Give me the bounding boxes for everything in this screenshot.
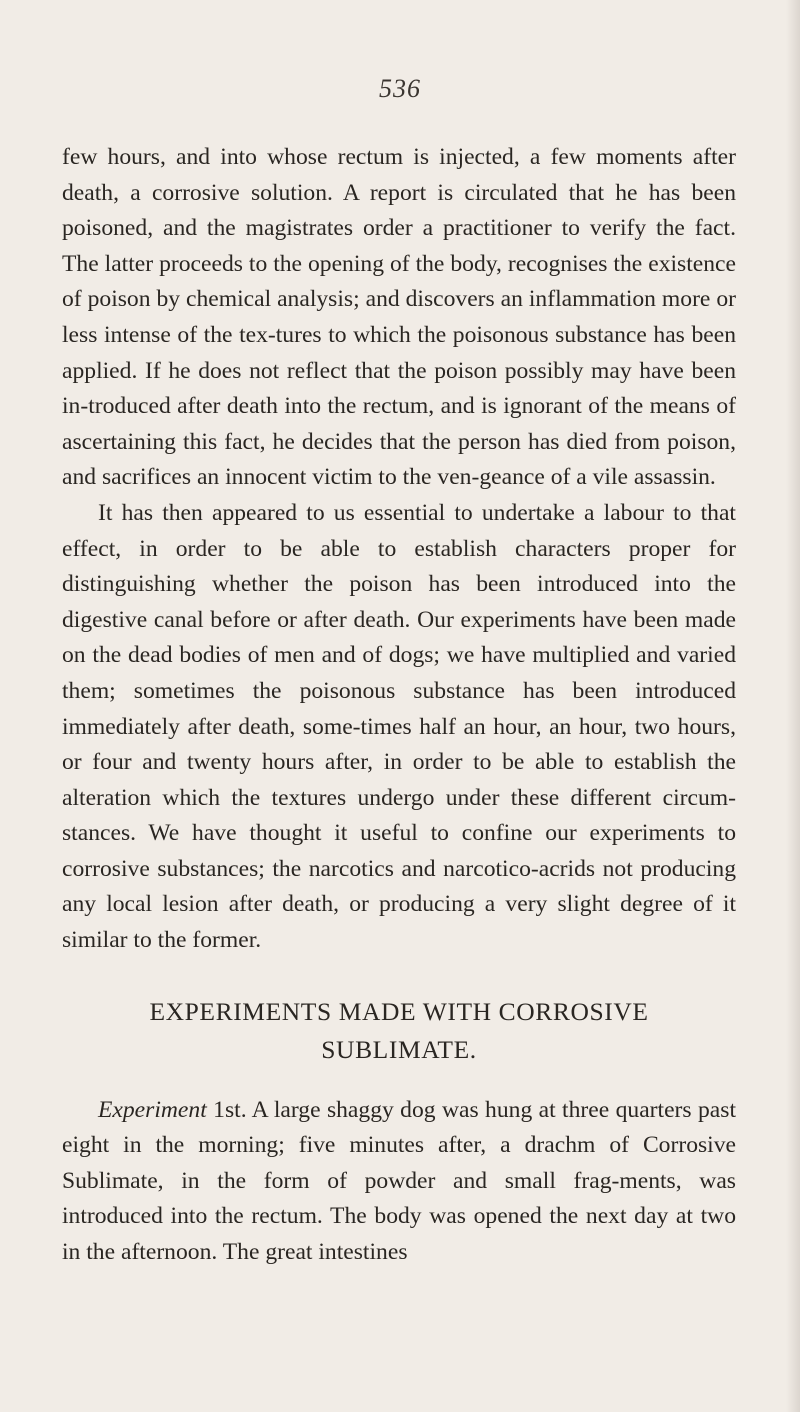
page-edge-shadow bbox=[786, 0, 800, 1412]
section-heading-line-2: SUBLIMATE. bbox=[321, 1034, 477, 1064]
paragraph-method: It has then appeared to us essential to undertake a labour to that effect, in order to be able to establish characters proper for distinguishing whether the poison has been introduced into the digestive canal before or after death. Our experiments have been made on the dead bodies of men and of dogs; we have multiplied and varied them; sometimes the poisonous substance has been introduced immediately after death, some-times half an hour, an hour, two hours, or four and twenty hours after, in order to be able to establish the alteration which the textures undergo under these different circum-stances. We have thought it useful to confine our experiments to corrosive substances; the narcotics and narcotico-acrids not producing any local lesion after death, or producing a very slight degree of it similar to the former. bbox=[62, 499, 736, 954]
experiment-text: 1st. A large shaggy dog was hung at three quarters past eight in the morning; five minutes after, a drachm of Corrosive Sublimate, in the form of powder and small frag-ments, was introduced into the rectum. The body was opened the next day at two in the afternoon. The great intestines bbox=[62, 1096, 736, 1266]
paragraph-continuation: few hours, and into whose rectum is injected, a few moments after death, a corrosive solution. A report is circulated that he has been poisoned, and the magistrates order a practitioner to verify the fact. The latter proceeds to the opening of the body, recognises the existence of poison by chemical analysis; and discovers an inflammation more or less intense of the tex-tures to which the poisonous substance has been applied. If he does not reflect that the poison possibly may have been in-troduced after death into the rectum, and is ignorant of the means of ascertaining this fact, he decides that the person has died from poison, and sacrifices an innocent victim to the ven-geance of a vile assassin. bbox=[62, 144, 736, 491]
section-heading-line-1: EXPERIMENTS MADE WITH CORROSIVE bbox=[149, 996, 649, 1026]
paragraph-experiment-1 bbox=[62, 1093, 736, 1271]
experiment-label: Experiment bbox=[98, 1096, 207, 1123]
body-text bbox=[62, 140, 736, 1271]
page-number: 536 bbox=[379, 74, 421, 103]
section-heading bbox=[62, 993, 736, 1069]
